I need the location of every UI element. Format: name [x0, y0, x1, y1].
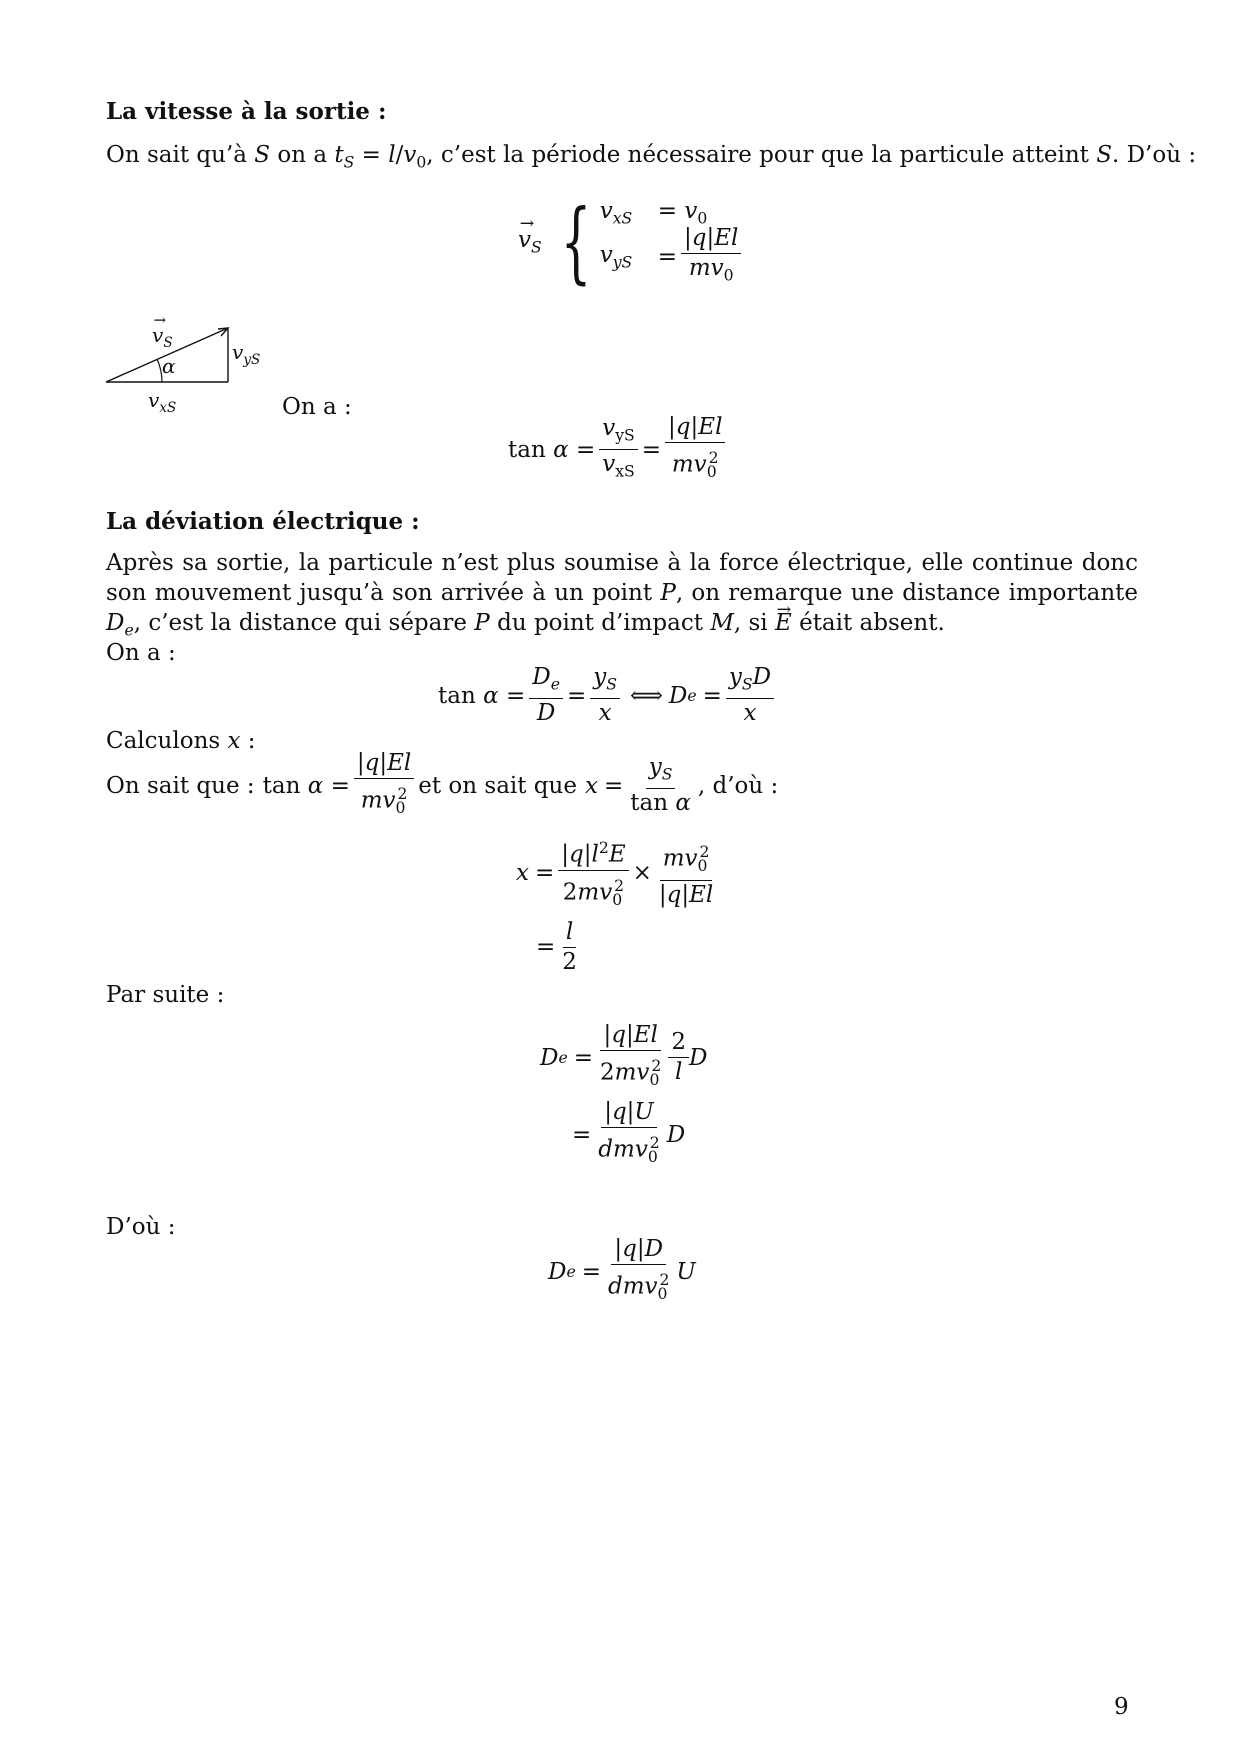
text-fragment: . D’où : — [1111, 142, 1197, 168]
tan-alpha-equation: tan α = $\frac{v_{yS}}{v_{xS}}$ = $\frac{|q|El}{mv_0^2}$ — [508, 414, 729, 485]
deviation-paragraph: Après sa sortie, la particule n’est plus soumise à la force électrique, elle continue donc son mouvement jusqu’à son arrivée à un point P, on remarque une distance importante $D_e$, c’est la distance qui sépare P du point d’impact M, si → E était absent. — [106, 548, 1138, 645]
on-a-label-2: On a : — [106, 640, 176, 666]
text-fragment: , si — [733, 610, 768, 636]
triangle-label-vxs: $v_{xS}$ — [148, 388, 177, 416]
text-fragment: On sait que : — [106, 772, 255, 799]
on-a-label: On a : — [282, 394, 352, 420]
intro-paragraph: On sait qu’à S on a $t_S = l/v_0$, c’est la période nécessaire pour que la particule atteint S. D’où : — [106, 142, 1197, 172]
page-number: 9 — [1114, 1694, 1129, 1720]
text-fragment: Calculons — [106, 728, 221, 754]
x-computation-equation: x = $\frac{|q|l^2E}{2mv_0^2}$ × $\frac{mv_0^2}{|q|El}$ = $\frac{l}{2}$ — [516, 834, 720, 976]
triangle-label-vys: $v_{yS}$ — [232, 340, 261, 368]
text-fragment: , c’est la distance qui sépare — [133, 610, 467, 636]
dou-label: D’où : — [106, 1214, 176, 1240]
text-fragment: , c’est la période nécessaire pour que la particule atteint — [426, 142, 1089, 168]
de-computation-equation: D e = $\frac{|q|El}{2mv_0^2}$ $\frac{2}{l}$ D = $\frac{|q|U}{dmv_0^2}$ D — [540, 1022, 708, 1167]
section-heading-electric-deviation: La déviation électrique : — [106, 508, 420, 535]
text-fragment: , d’où : — [697, 772, 779, 799]
triangle-label-vs: → $v_S$ — [152, 323, 173, 351]
text-fragment: et on sait que — [418, 772, 577, 799]
text-fragment: , on remarque une distance importante — [675, 580, 1138, 606]
par-suite-label: Par suite : — [106, 982, 225, 1008]
text-fragment: était absent. — [799, 610, 945, 636]
text-fragment: du point d’impact — [497, 610, 703, 636]
calculons-x-label: Calculons x : — [106, 728, 256, 754]
on-sait-que-line: On sait que : tan α = $\frac{|q|El}{mv_0^2}$ et on sait que x = $\frac{y_S}{\text{tan α}}$ , d’où : — [106, 750, 779, 818]
text-fragment: on a — [277, 142, 328, 168]
text-fragment: On sait qu’à — [106, 142, 247, 168]
deviation-ratio-equation: tan α = $\frac{D_e}{D}$ = $\frac{y_S}{x}$ ⟺ D e = $\frac{y_SD}{x}$ — [438, 664, 778, 727]
triangle-label-alpha: α — [162, 354, 176, 378]
text-fragment: Après sa sortie, la particule n’est plus soumise à la force électrique, elle continue donc son mouvement jusqu’à son arrivée à un point — [106, 550, 1138, 606]
final-result-equation: D e = $\frac{|q|D}{dmv_0^2}$ U — [548, 1236, 696, 1304]
section-heading-exit-velocity: La vitesse à la sortie : — [106, 98, 387, 125]
velocity-system-equation: → $v_S$ { $v_{xS}$ = $v_0$ $v_{yS}$ = $\frac{|q|El}{mv_0}$ — [518, 198, 745, 286]
